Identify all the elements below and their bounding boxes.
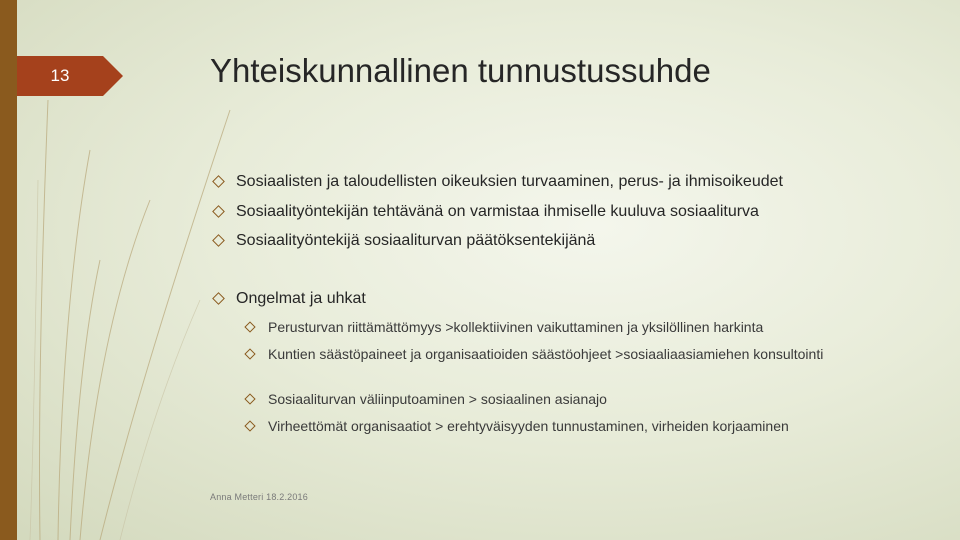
- sub-bullet-text: Sosiaaliturvan väliinputoaminen > sosiaalinen asianajo: [268, 391, 607, 407]
- diamond-bullet-icon: [212, 292, 225, 305]
- sub-bullet-item: [246, 391, 856, 407]
- sub-bullet-item: [246, 418, 856, 434]
- bullet-item: [214, 231, 595, 250]
- diamond-bullet-icon: [244, 321, 255, 332]
- diamond-bullet-icon: [212, 234, 225, 247]
- sub-bullet-text: Virheettömät organisaatiot > erehtyväisyyden tunnustaminen, virheiden korjaaminen: [268, 418, 789, 434]
- bullet-text: Sosiaalisten ja taloudellisten oikeuksien turvaaminen, perus- ja ihmisoikeudet: [236, 173, 783, 190]
- bullet-text: Ongelmat ja uhkat: [236, 290, 366, 307]
- sub-bullet-text: Perusturvan riittämättömyys >kollektiivinen vaikuttaminen ja yksilöllinen harkinta: [268, 319, 764, 335]
- sub-bullet-item: [246, 346, 831, 362]
- slide-number: 13: [50, 66, 70, 85]
- sub-bullet-text: Kuntien säästöpaineet ja organisaatioiden säästöohjeet >sosiaaliaasiamiehen konsultointi: [268, 346, 824, 362]
- bullet-item: [214, 289, 366, 308]
- bullet-text: Sosiaalityöntekijän tehtävänä on varmistaa ihmiselle kuuluva sosiaaliturva: [236, 203, 759, 220]
- slide-number-badge: [17, 56, 125, 96]
- diamond-bullet-icon: [212, 205, 225, 218]
- diamond-bullet-icon: [244, 393, 255, 404]
- bullet-text: Sosiaalityöntekijä sosiaaliturvan päätöksentekijänä: [236, 232, 596, 249]
- slide-title: Yhteiskunnallinen tunnustussuhde: [210, 52, 711, 89]
- diamond-bullet-icon: [244, 348, 255, 359]
- slide-footer: Anna Metteri 18.2.2016: [210, 492, 308, 502]
- diamond-bullet-icon: [212, 175, 225, 188]
- bullet-item: [214, 202, 759, 221]
- sub-bullet-item: [246, 319, 856, 335]
- bullet-item: [214, 172, 783, 191]
- left-accent-bar: [0, 0, 17, 540]
- diamond-bullet-icon: [244, 420, 255, 431]
